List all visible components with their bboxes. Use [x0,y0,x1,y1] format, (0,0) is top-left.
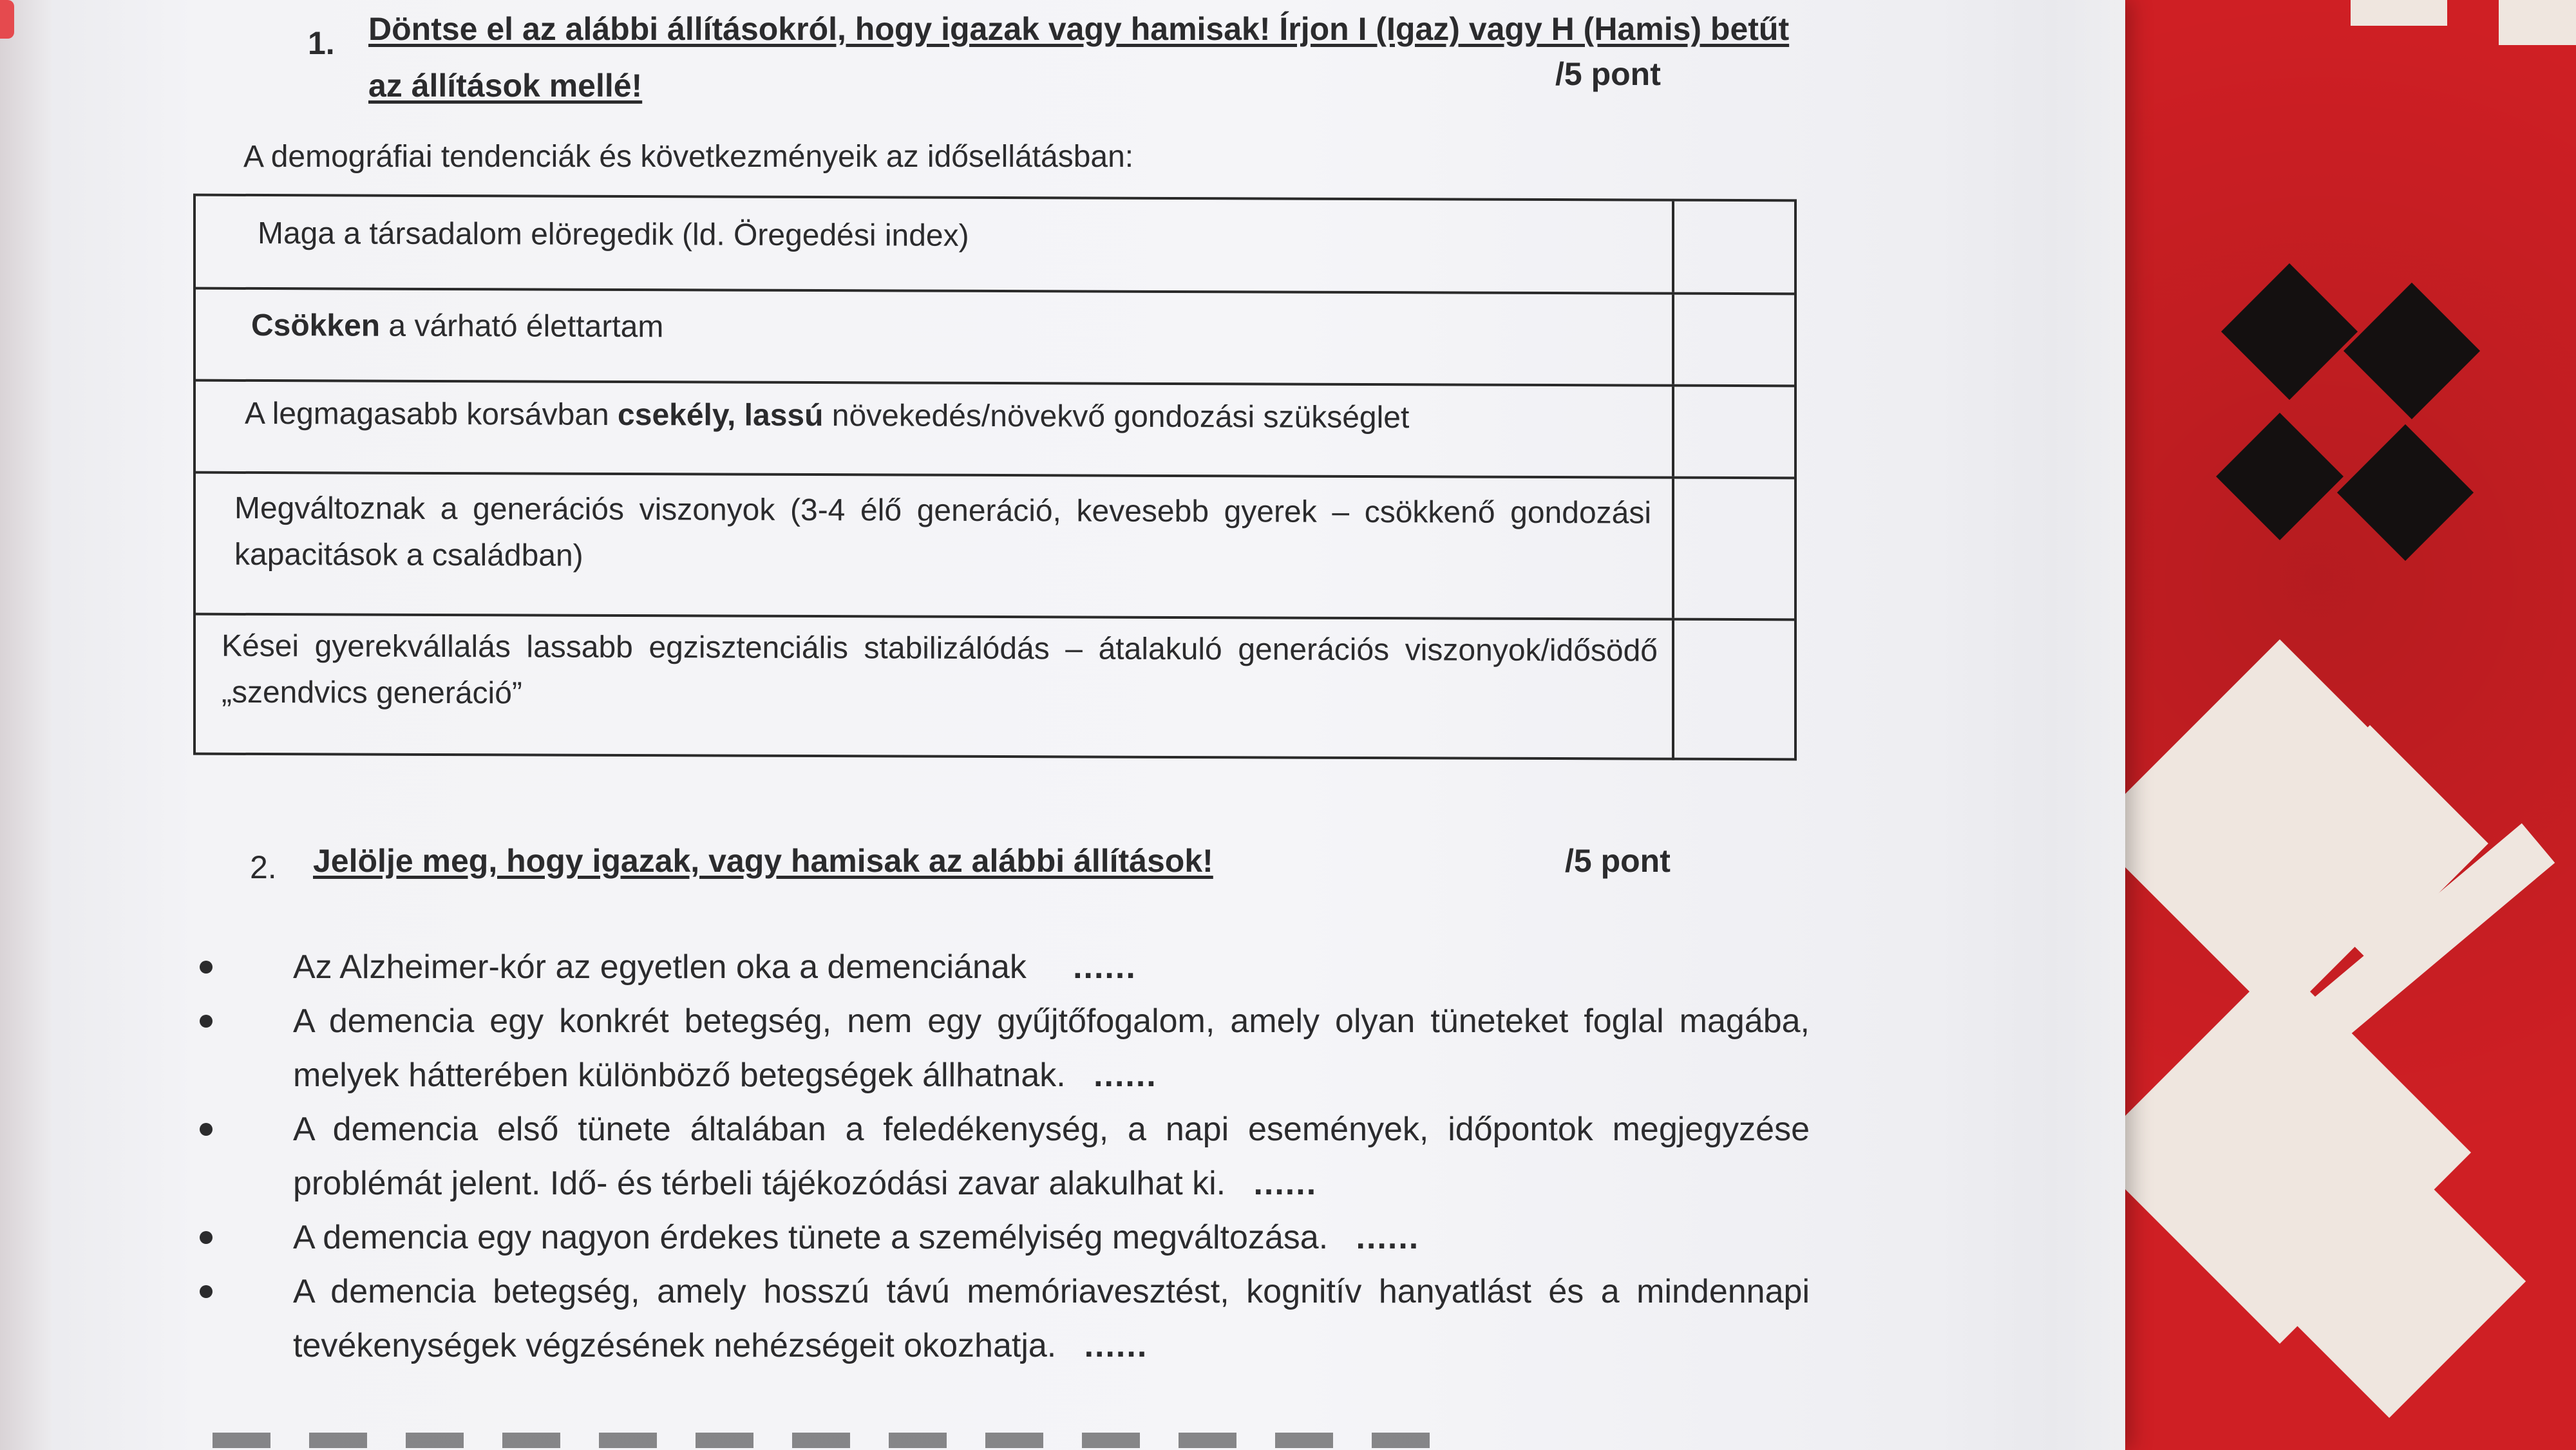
question1-intro: A demográfiai tendenciák és következményeik az idősellátásban: [243,140,1134,174]
statement-bold: Csökken [251,308,381,343]
statement-text: A demencia egy nagyon érdekes tünete a személyiség megváltozása. [293,1219,1329,1256]
question1-points: /5 pont [1555,56,1661,92]
answer-cell[interactable] [1672,295,1794,385]
list-item [219,940,1810,994]
table-row [196,382,1794,480]
table-cell-statement [222,623,1658,721]
answer-blank[interactable]: ...... [1094,1057,1157,1094]
question1-title-line2: az állítások mellé! [368,68,643,104]
answer-cell[interactable] [1672,621,1794,761]
statements-table [193,194,1797,761]
question2-title: Jelölje meg, hogy igazak, vagy hamisak az alábbi állítások! [313,843,1213,879]
answer-blank[interactable]: ...... [1084,1327,1148,1364]
table-row [196,616,1794,761]
black-diamond-motif [2216,413,2344,540]
table-cell-statement [251,303,1668,354]
statement-text: Kései gyerekvállalás lassabb egzisztenciális stabilizálódás – átalakuló generációs viszonyok/idősödő „szendvics generáció” [222,628,1658,711]
statement-text: Megváltoznak a generációs viszonyok (3-4 élő generáció, kevesebb gyerek – csökkenő gondozási kapacitások a családban) [234,491,1651,573]
binder-edge [0,0,52,1450]
statement-bold: csekély, lassú [618,397,824,433]
bullet-icon [200,961,213,974]
bullet-icon [200,1123,213,1136]
plastic-sleeve-edge [2051,0,2125,1450]
white-corner-motif [2499,0,2576,45]
table-row [196,290,1794,388]
statement-text: A demencia első tünete általában a feledékenység, a napi események, időpontok megjegyzése problémát jelent. Idő- és térbeli tájékozódási zavar alakulhat ki. [293,1111,1810,1202]
statement-text: Az Alzheimer-kór az egyetlen oka a demenciának [293,948,1027,986]
answer-cell[interactable] [1672,479,1794,619]
bullet-icon [200,1015,213,1028]
table-cell-statement [234,485,1651,583]
table-cell-statement [245,391,1662,442]
statement-text: A demencia egy konkrét betegség, nem egy gyűjtőfogalom, amely olyan tüneteket foglal magába, melyek hátterében különböző betegségek állhatnak. [293,1003,1810,1094]
question2-points: /5 pont [1565,843,1671,879]
statement-text: a várható élettartam [380,308,664,344]
table-row [196,474,1794,621]
answer-blank[interactable]: ...... [1356,1219,1420,1256]
bullet-icon [200,1285,213,1298]
table-cell-statement [258,211,1674,262]
bullet-icon [200,1231,213,1244]
list-item [219,1102,1810,1210]
question2-number: 2. [250,849,277,885]
table-row [196,196,1794,296]
statement-text: Maga a társadalom elöregedik (ld. Öregedési index) [258,216,969,253]
statement-text: növekedés/növekvő gondozási szükséglet [823,399,1410,435]
black-diamond-motif [2337,424,2474,561]
list-item [219,1210,1810,1265]
list-item [219,1265,1810,1373]
question1-title-line1: Döntse el az alábbi állításokról, hogy igazak vagy hamisak! Írjon I (Igaz) vagy H (Hamis) betűt [368,11,1790,47]
statement-text: A demencia betegség, amely hosszú távú memóriavesztést, kognitív hanyatlást és a mindennapi tevékenységek végzésének nehézségeit okozhatja. [293,1273,1810,1364]
list-item [219,994,1810,1102]
black-diamond-motif [2221,263,2358,400]
next-question-cutoff [213,1433,1436,1448]
answer-cell[interactable] [1672,387,1794,477]
question1-number: 1. [308,25,335,61]
answer-blank[interactable]: ...... [1253,1165,1318,1202]
binder-clip [0,0,14,39]
white-corner-motif [2351,0,2447,26]
statement-text: A legmagasabb korsávban [245,396,618,432]
black-diamond-motif [2344,283,2480,419]
answer-cell[interactable] [1672,202,1794,293]
answer-blank[interactable]: ...... [1073,948,1137,986]
